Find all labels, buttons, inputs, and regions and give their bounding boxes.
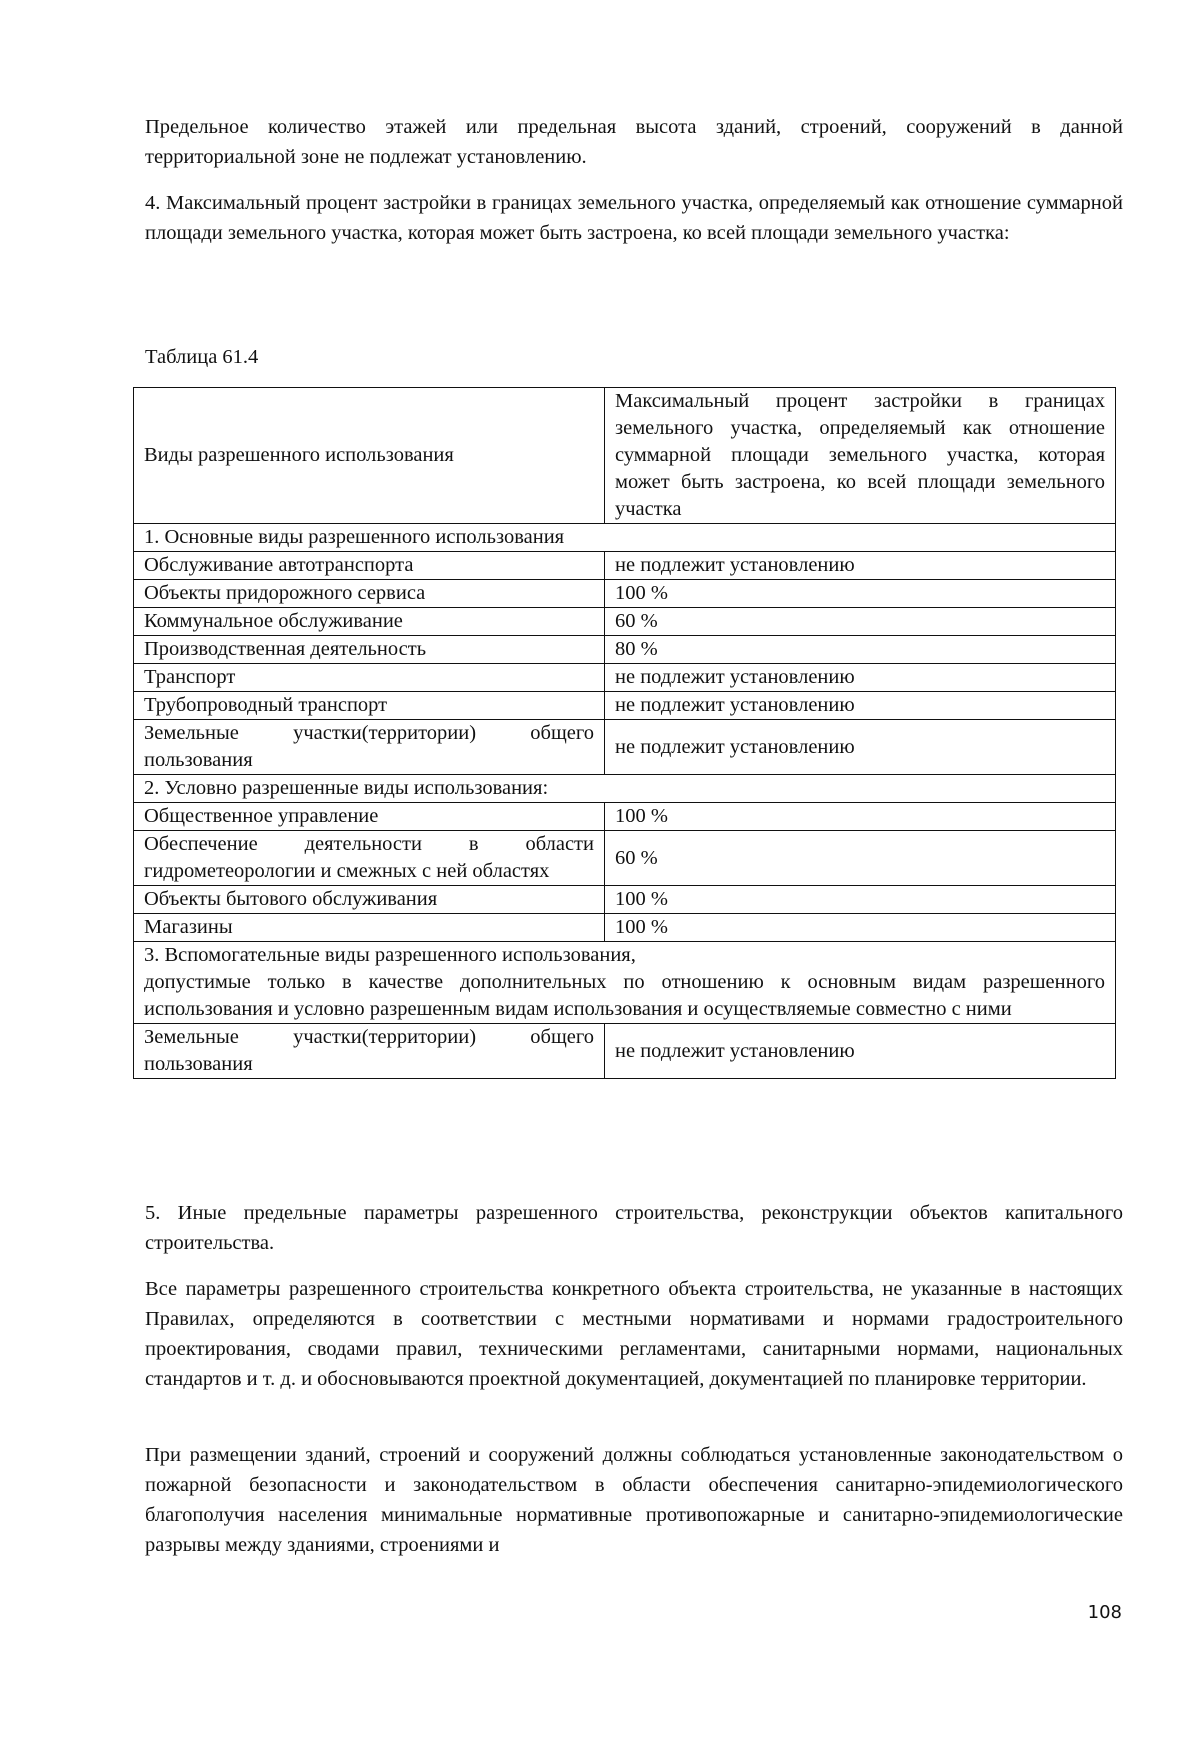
row-kind: Общественное управление xyxy=(134,803,605,831)
building-percent-table xyxy=(133,387,1116,1079)
row-kind: Обеспечение деятельности в области гидрометеорологии и смежных с ней областях xyxy=(134,831,605,886)
section-title-conditional: 2. Условно разрешенные виды использования: xyxy=(134,775,1116,803)
row-kind: Производственная деятельность xyxy=(134,636,605,664)
section-title-basic: 1. Основные виды разрешенного использования xyxy=(134,524,1116,552)
paragraph-all-parameters: Все параметры разрешенного строительства конкретного объекта строительства, не указанные в настоящих Правилах, определяются в соответствии с местными нормативами и нормами градостроительного проектирования, сводами правил, техническими регламентами, санитарными нормами, национальных стандартов и т. д. и обосновываются проектной документацией, документацией по планировке территории. xyxy=(145,1278,1123,1390)
row-value: 60 % xyxy=(605,608,1116,636)
table-row xyxy=(134,1024,1116,1079)
row-kind: Транспорт xyxy=(134,664,605,692)
header-col-kinds: Виды разрешенного использования xyxy=(134,388,605,524)
row-kind: Земельные участки(территории) общего пользования xyxy=(134,720,605,775)
header-col-percent: Максимальный процент застройки в границах земельного участка, определяемый как отношение суммарной площади земельного участка, которая может быть застроена, ко всей площади земельного участка xyxy=(605,388,1116,524)
page-number: 108 xyxy=(1087,1602,1122,1623)
paragraph-other-parameters: 5. Иные предельные параметры разрешенного строительства, реконструкции объектов капитального строительства. xyxy=(145,1202,1123,1254)
section-row xyxy=(134,942,1116,1024)
row-value: не подлежит установлению xyxy=(605,692,1116,720)
row-kind: Коммунальное обслуживание xyxy=(134,608,605,636)
section-title-auxiliary-rest: допустимые только в качестве дополнительных по отношению к основным видам разрешенного использования и условно разрешенным видам использования и осуществляемые совместно с ними xyxy=(144,971,1105,1020)
row-value: не подлежит установлению xyxy=(605,552,1116,580)
table-row xyxy=(134,580,1116,608)
row-value: 100 % xyxy=(605,580,1116,608)
section-title-auxiliary xyxy=(134,942,1116,1024)
table-caption: Таблица 61.4 xyxy=(145,346,259,368)
row-value: не подлежит установлению xyxy=(605,664,1116,692)
row-value: 100 % xyxy=(605,803,1116,831)
paragraph-max-building-percent: 4. Максимальный процент застройки в границах земельного участка, определяемый как отношение суммарной площади земельного участка, которая может быть застроена, ко всей площади земельного участка: xyxy=(145,192,1123,244)
table-row xyxy=(134,831,1116,886)
row-value: 60 % xyxy=(605,831,1116,886)
row-kind: Объекты бытового обслуживания xyxy=(134,886,605,914)
row-value: 100 % xyxy=(605,914,1116,942)
row-kind: Магазины xyxy=(134,914,605,942)
section-row xyxy=(134,524,1116,552)
row-value: не подлежит установлению xyxy=(605,1024,1116,1079)
paragraph-fire-safety: При размещении зданий, строений и сооружений должны соблюдаться установленные законодательством о пожарной безопасности и законодательством в области обеспечения санитарно-эпидемиологического благополучия населения минимальные нормативные противопожарные и санитарно-эпидемиологические разрывы между зданиями, строениями и xyxy=(145,1444,1123,1556)
table-row xyxy=(134,720,1116,775)
section-title-auxiliary-line1: 3. Вспомогательные виды разрешенного использования, xyxy=(144,944,636,966)
table-row xyxy=(134,692,1116,720)
section-row xyxy=(134,775,1116,803)
table-row xyxy=(134,886,1116,914)
table-row xyxy=(134,608,1116,636)
table-row xyxy=(134,914,1116,942)
row-value: 100 % xyxy=(605,886,1116,914)
row-value: не подлежит установлению xyxy=(605,720,1116,775)
table-row xyxy=(134,636,1116,664)
paragraph-height-limit: Предельное количество этажей или предельная высота зданий, строений, сооружений в данной территориальной зоне не подлежат установлению. xyxy=(145,116,1123,168)
table-row xyxy=(134,552,1116,580)
table-header-row xyxy=(134,388,1116,524)
table-row xyxy=(134,803,1116,831)
row-kind: Трубопроводный транспорт xyxy=(134,692,605,720)
row-kind: Объекты придорожного сервиса xyxy=(134,580,605,608)
row-kind: Обслуживание автотранспорта xyxy=(134,552,605,580)
row-value: 80 % xyxy=(605,636,1116,664)
table-row xyxy=(134,664,1116,692)
row-kind: Земельные участки(территории) общего пользования xyxy=(134,1024,605,1079)
